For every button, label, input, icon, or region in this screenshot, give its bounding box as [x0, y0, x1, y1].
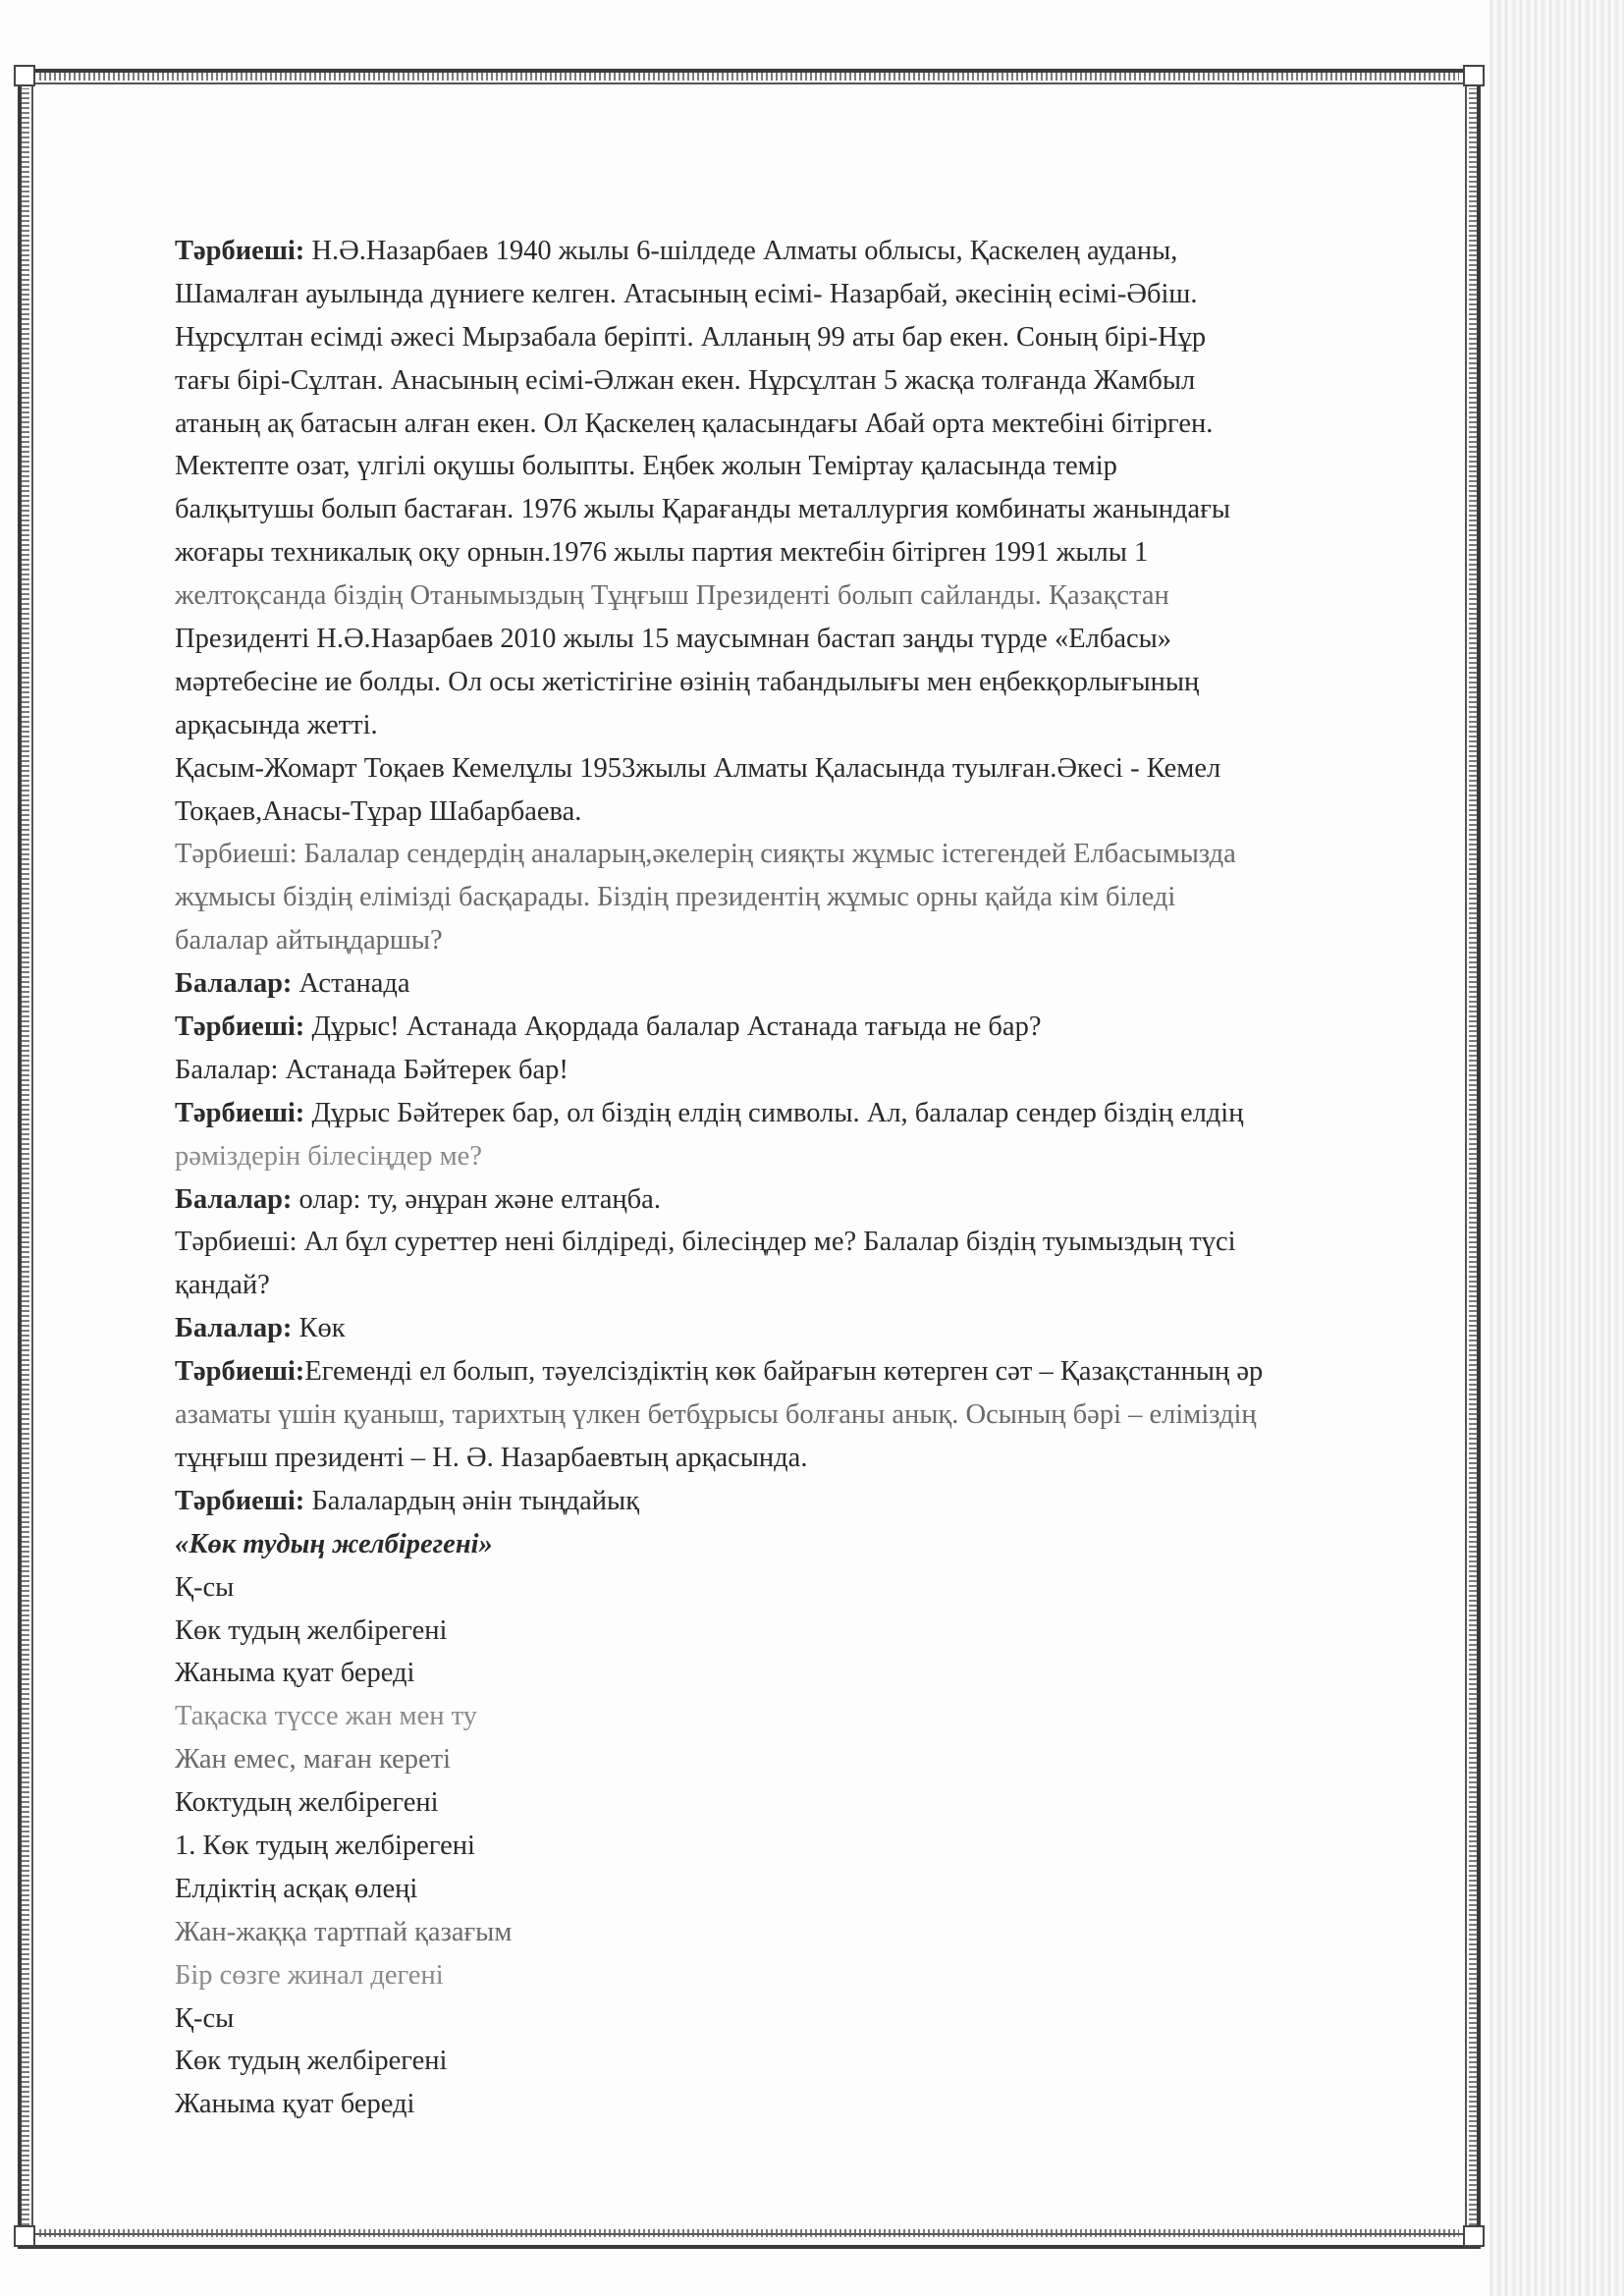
- speaker-label: Балалар:: [175, 968, 293, 1000]
- text-line: [175, 1781, 1461, 1825]
- line-text: Тәрбиеші: Ал бұл суреттер нені білдіреді, білесіңдер ме? Балалар біздің туымыздың түсі: [175, 1227, 1236, 1258]
- text-line: [175, 1135, 1461, 1178]
- line-text: балалар айтыңдаршы?: [175, 925, 443, 957]
- line-text: Н.Ә.Назарбаев 1940 жылы 6-шілдеде Алматы облысы, Қаскелең ауданы,: [304, 236, 1178, 266]
- text-line: [175, 1825, 1461, 1868]
- line-text: желтоқсанда біздің Отанымыздың Тұңғыш Президенті болып сайланды. Қазақстан: [175, 580, 1169, 612]
- line-text: Бір сөзге жинал дегені: [175, 1959, 444, 1991]
- speaker-label: Тәрбиеші:: [175, 1485, 305, 1516]
- border-corner-top-left: [14, 65, 35, 86]
- border-ornament-left: [22, 88, 29, 2225]
- text-line: [175, 1049, 1461, 1092]
- line-text: арқасында жетті.: [175, 709, 378, 740]
- text-line: [175, 403, 1461, 446]
- line-text: Дұрыс Бәйтерек бар, ол біздің елдің символы. Ал, балалар сендер біздің елдің: [304, 1097, 1244, 1128]
- line-text: Балалардың әнін тыңдайық: [304, 1485, 640, 1516]
- line-text: Қ-сы: [175, 2002, 235, 2034]
- text-line: [175, 445, 1461, 488]
- line-text: атаның ақ батасын алған екен. Ол Қаскелең қаласындағы Абай орта мектебіні бітірген.: [175, 408, 1214, 439]
- speaker-label: Тәрбиеші:: [175, 1097, 305, 1128]
- line-text: жұмысы біздің елімізді басқарады. Біздің президентің жұмыс орны қайда кім біледі: [175, 882, 1176, 913]
- border-ornament-top: [39, 73, 1459, 81]
- line-text: Балалар: Астанада Бәйтерек бар!: [175, 1054, 568, 1085]
- line-text: Дұрыс! Астанада Ақордада балалар Астанада тағыда не бар?: [304, 1011, 1042, 1043]
- line-text: Егеменді ел болып, тәуелсіздіктің көк байрағын көтерген сәт – Қазақстанның әр: [304, 1356, 1264, 1388]
- line-text: Жан емес, маған кереті: [175, 1744, 452, 1776]
- text-line: [175, 704, 1461, 747]
- line-text: Жан-жаққа тартпай қазағым: [175, 1916, 513, 1947]
- line-text: Тақаска түссе жан мен ту: [175, 1701, 477, 1732]
- text-line: [175, 747, 1461, 791]
- line-text: Мектепте озат, үлгілі оқушы болыпты. Еңбек жолын Теміртау қаласында темір: [175, 451, 1117, 482]
- line-text: Елдіктің асқақ өлеңі: [175, 1873, 418, 1904]
- line-text: Жаныма қуат береді: [175, 2089, 415, 2120]
- line-text: Көк тудың желбірегені: [175, 1614, 448, 1646]
- text-line: [175, 833, 1461, 876]
- border-corner-bottom-left: [14, 2225, 35, 2247]
- text-line: [175, 574, 1461, 618]
- text-line: [175, 488, 1461, 531]
- line-text: Шамалған ауылында дүниеге келген. Атасының есімі- Назарбай, әкесінің есімі-Әбіш.: [175, 278, 1198, 309]
- border-ornament-bottom: [39, 2229, 1459, 2237]
- text-line: [175, 1264, 1461, 1307]
- text-line: [175, 1954, 1461, 1997]
- text-line: [175, 876, 1461, 919]
- border-corner-bottom-right: [1463, 2225, 1485, 2247]
- line-text: Көк тудың желбірегені: [175, 2046, 448, 2077]
- line-text: Қ-сы: [175, 1571, 235, 1603]
- text-line: [175, 531, 1461, 574]
- speaker-label: Тәрбиеші:: [175, 236, 305, 266]
- scanner-streak: [1489, 0, 1624, 2296]
- text-line: [175, 1006, 1461, 1049]
- text-line: [175, 1868, 1461, 1911]
- text-line: [175, 1394, 1461, 1437]
- speaker-label: Балалар:: [175, 1313, 293, 1344]
- line-text: олар: ту, әнұран және елтаңба.: [292, 1183, 661, 1215]
- text-line: [175, 791, 1461, 834]
- text-line: [175, 1738, 1461, 1781]
- text-line: [175, 1350, 1461, 1394]
- line-text: тұңғыш президенті – Н. Ә. Назарбаевтың арқасында.: [175, 1442, 808, 1473]
- line-text: азаматы үшін қуаныш, тарихтың үлкен бетбұрысы болғаны анық. Осының бәрі – еліміздің: [175, 1399, 1257, 1431]
- text-line: [175, 230, 1461, 273]
- text-line: [175, 2083, 1461, 2126]
- line-text: Нұрсұлтан есімді әжесі Мырзабала беріпті. Алланың 99 аты бар екен. Соның бірі-Нұр: [175, 321, 1207, 353]
- line-text: Астанада: [292, 968, 410, 1000]
- text-line: [175, 1695, 1461, 1738]
- text-line: [175, 1092, 1461, 1135]
- line-text: Тәрбиеші: Балалар сендердің аналарың,әкелерің сияқты жұмыс істегендей Елбасымызда: [175, 839, 1236, 870]
- line-text: рәміздерін білесіңдер ме?: [175, 1140, 482, 1172]
- speaker-label: Тәрбиеші:: [175, 1011, 305, 1043]
- text-line: [175, 962, 1461, 1006]
- text-line: [175, 661, 1461, 704]
- text-line: [175, 919, 1461, 962]
- line-text: Коктудың желбірегені: [175, 1787, 439, 1819]
- line-text: Көк: [292, 1313, 346, 1344]
- line-text: балқытушы болып бастаған. 1976 жылы Қарағанды металлургия комбинаты жанындағы: [175, 494, 1231, 525]
- speaker-label: Тәрбиеші:: [175, 1356, 305, 1388]
- text-line: [175, 1307, 1461, 1350]
- text-line: [175, 1610, 1461, 1653]
- song-title-text: «Көк тудың желбірегені»: [175, 1528, 493, 1559]
- text-line: [175, 1997, 1461, 2041]
- text-line: [175, 1178, 1461, 1222]
- text-line: [175, 316, 1461, 359]
- text-line: [175, 618, 1461, 661]
- line-text: Президенті Н.Ә.Назарбаев 2010 жылы 15 маусымнан бастап заңды түрде «Елбасы»: [175, 624, 1172, 655]
- speaker-label: Балалар:: [175, 1183, 293, 1215]
- text-line: [175, 359, 1461, 403]
- document-body: [175, 230, 1461, 2126]
- text-line: [175, 1437, 1461, 1480]
- text-line: [175, 1480, 1461, 1523]
- text-line: [175, 1566, 1461, 1610]
- line-text: мәртебесіне ие болды. Ол осы жетістігіне өзінің табандылығы мен еңбекқорлығының: [175, 666, 1200, 697]
- song-title: [175, 1523, 1461, 1566]
- text-line: [175, 273, 1461, 316]
- border-corner-top-right: [1463, 65, 1485, 86]
- border-ornament-right: [1469, 88, 1477, 2225]
- text-line: [175, 1911, 1461, 1954]
- text-line: [175, 1652, 1461, 1695]
- line-text: қандай?: [175, 1270, 270, 1301]
- line-text: Тоқаев,Анасы-Тұрар Шабарбаева.: [175, 795, 582, 827]
- text-line: [175, 2040, 1461, 2083]
- line-text: 1. Көк тудың желбірегені: [175, 1830, 475, 1861]
- line-text: жоғары техникалық оқу орнын.1976 жылы партия мектебін бітірген 1991 жылы 1: [175, 537, 1149, 569]
- line-text: Қасым-Жомарт Тоқаев Кемелұлы 1953жылы Алматы Қаласында туылған.Әкесі - Кемел: [175, 752, 1221, 784]
- line-text: Жаныма қуат береді: [175, 1658, 415, 1689]
- text-line: [175, 1221, 1461, 1264]
- line-text: тағы бірі-Сұлтан. Анасының есімі-Әлжан екен. Нұрсұлтан 5 жасқа толғанда Жамбыл: [175, 364, 1196, 396]
